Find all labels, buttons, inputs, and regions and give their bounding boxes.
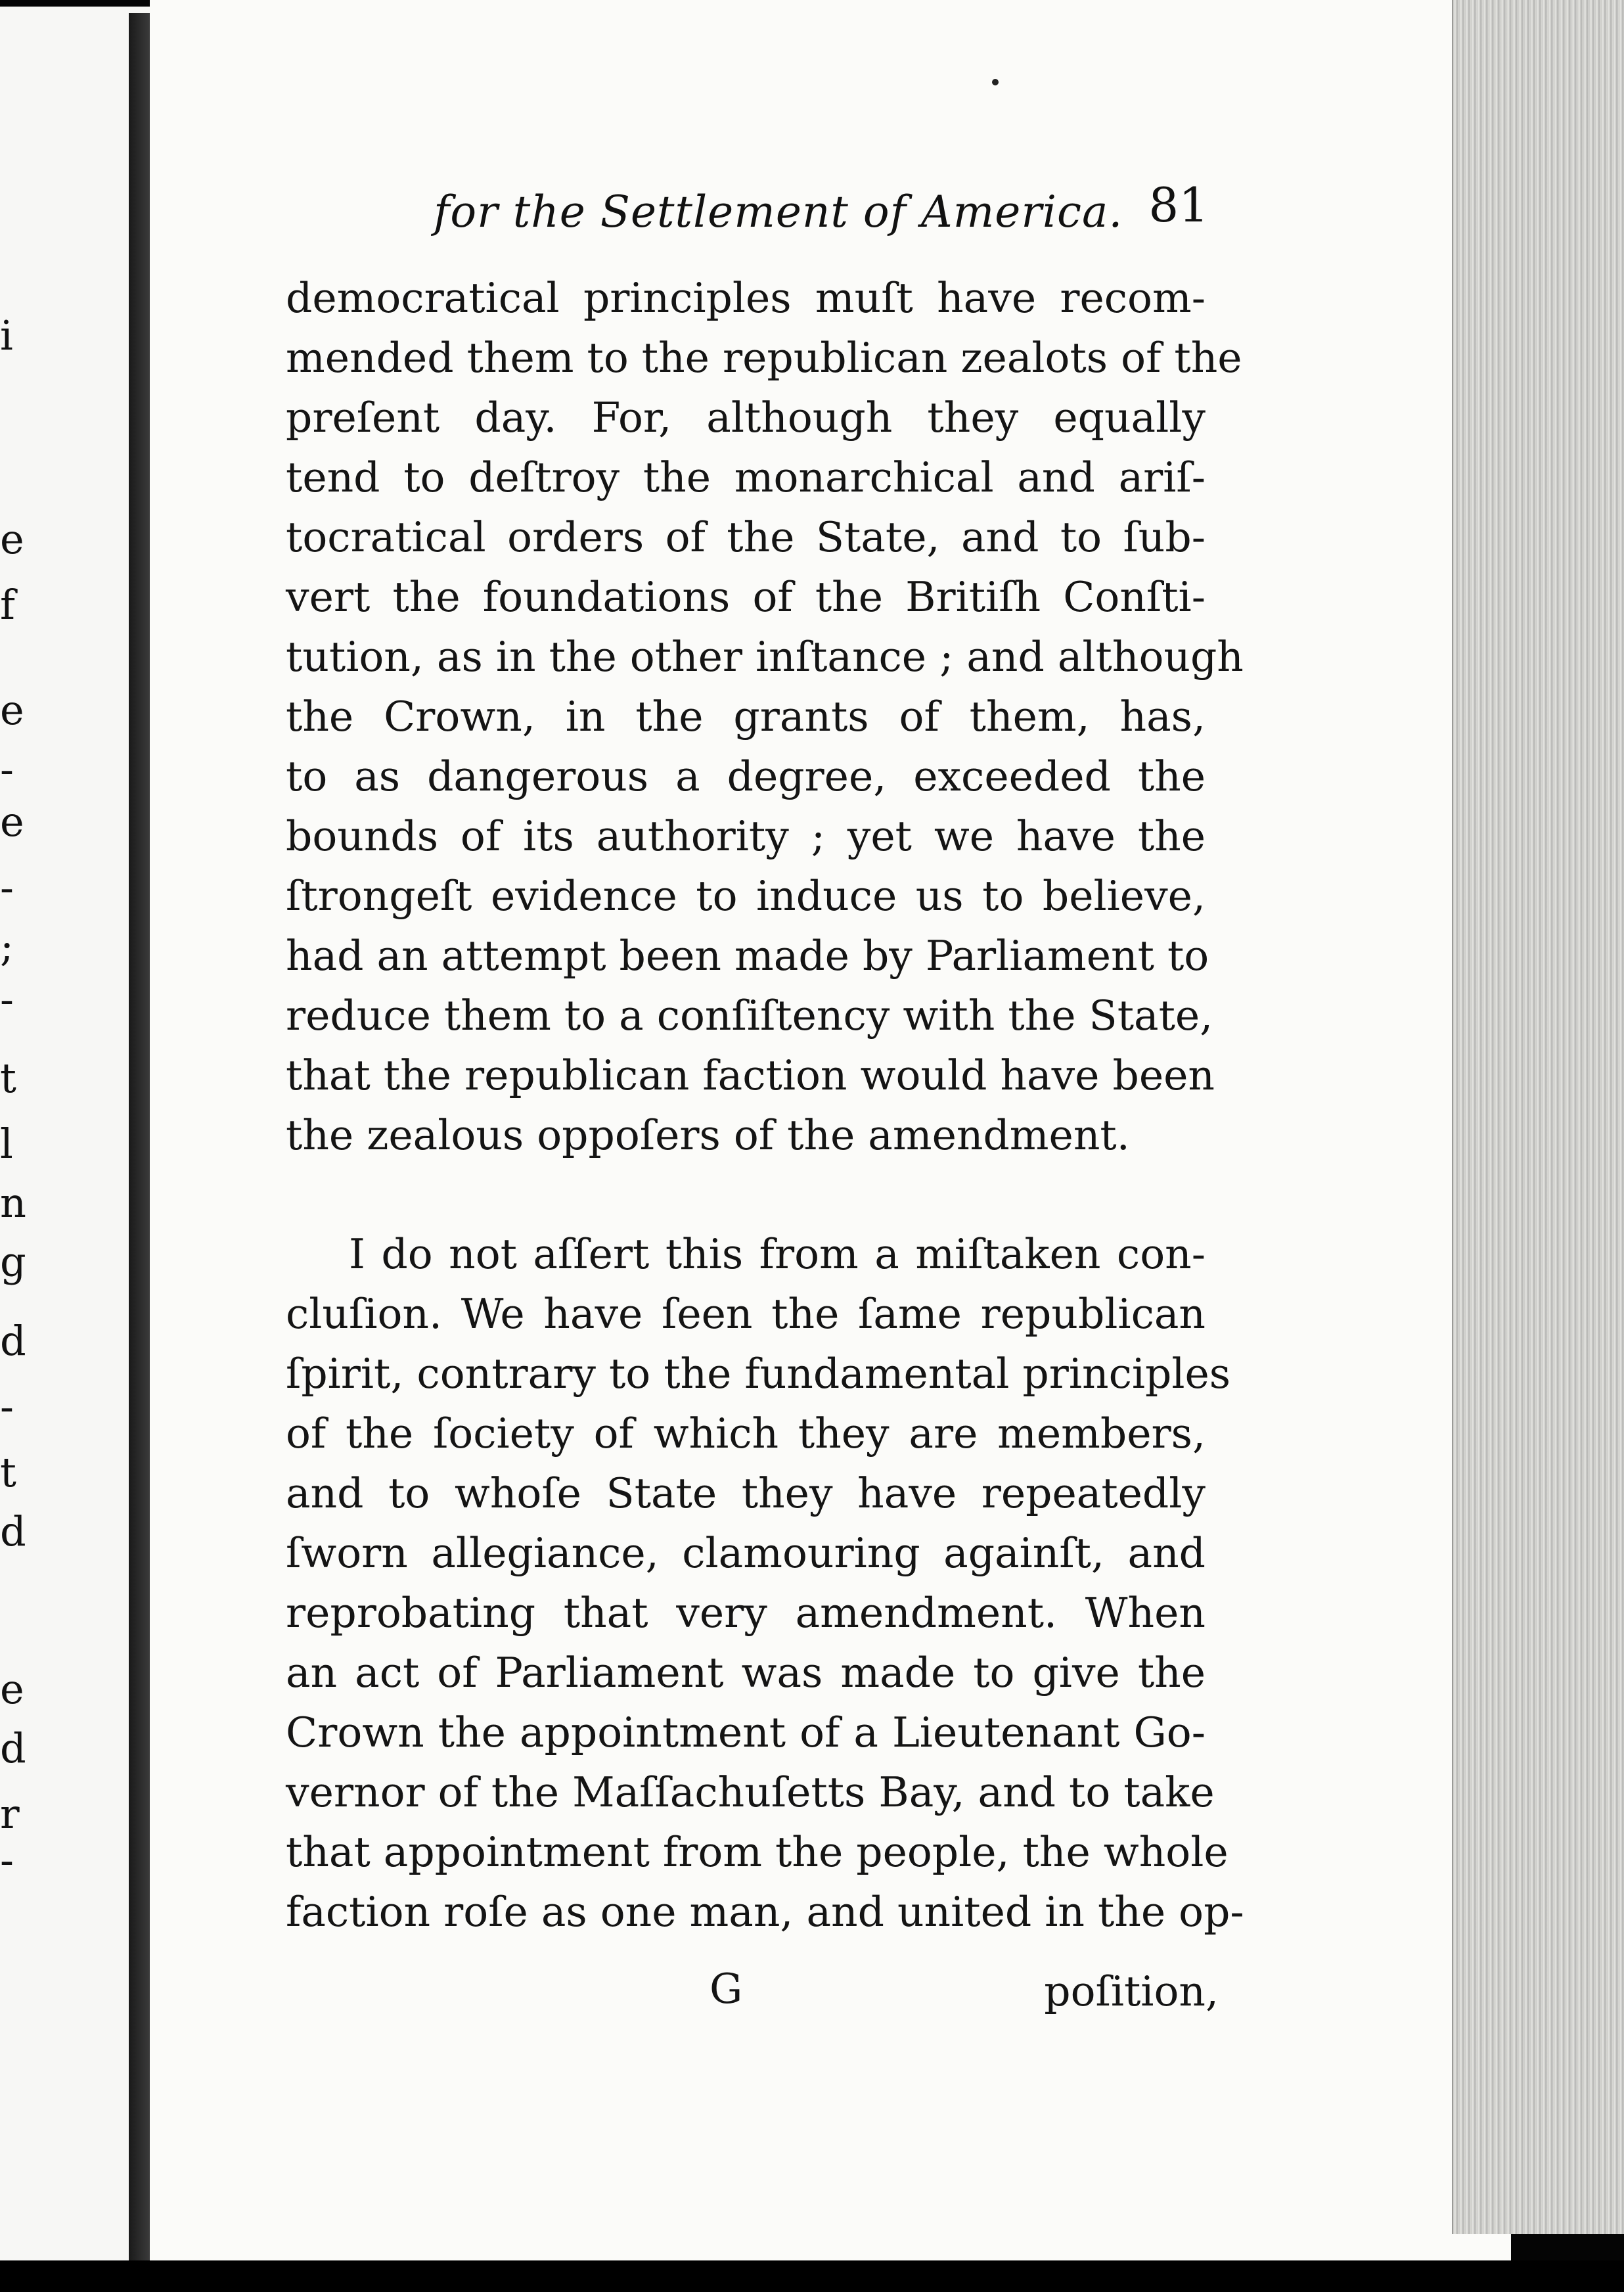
text-line: mended them to the republican zealots of the (286, 334, 1242, 382)
facing-page-fragment: n (0, 1179, 26, 1227)
paragraph (286, 268, 1244, 1165)
text-line: and to whoſe State they have repeatedly (286, 1469, 1206, 1517)
facing-page-fragment: - (0, 1836, 14, 1884)
facing-page-fragment: - (0, 863, 14, 911)
paragraph (286, 1224, 1244, 1942)
text-line: vert the foundations of the Britiſh Conſti- (286, 573, 1206, 621)
facing-page-fragment: e (0, 686, 24, 734)
text-line: reprobating that very amendment. When (286, 1589, 1206, 1637)
facing-page-fragment: g (0, 1238, 26, 1286)
page-number: 81 (1148, 177, 1209, 233)
text-line: bounds of its authority ; yet we have the (286, 812, 1206, 860)
text-line: an act of Parliament was made to give the (286, 1649, 1206, 1697)
facing-page-fragment: d (0, 1507, 26, 1555)
text-line: had an attempt been made by Parliament to (286, 932, 1209, 980)
facing-page-fragment: l (0, 1120, 13, 1168)
catchword: poſition, (1044, 1967, 1219, 2015)
facing-page-fragment: i (0, 311, 13, 359)
text-line: of the ſociety of which they are members, (286, 1410, 1206, 1457)
facing-page-fragment: e (0, 798, 24, 846)
text-line: the Crown, in the grants of them, has, (286, 693, 1206, 741)
text-line: I do not aſſert this from a miſtaken con- (349, 1230, 1206, 1278)
text-line: tocratical orders of the State, and to ſub- (286, 513, 1206, 561)
text-line: Crown the appointment of a Lieutenant Go- (286, 1708, 1206, 1756)
scan-border (0, 2260, 1624, 2292)
facing-page-fragment: e (0, 1665, 24, 1713)
facing-page-fragment: - (0, 975, 14, 1023)
text-line: faction roſe as one man, and united in the op- (286, 1888, 1244, 1936)
page-fore-edge (1452, 0, 1624, 2234)
facing-page-fragment: t (0, 1448, 16, 1496)
text-line: ſworn allegiance, clamouring againſt, and (286, 1529, 1206, 1577)
facing-page-fragment: - (0, 745, 14, 793)
text-line: tend to deſtroy the monarchical and ariſ- (286, 453, 1206, 501)
facing-page-fragment: - (0, 1383, 14, 1431)
facing-page-fragment: r (0, 1790, 20, 1838)
ink-speck (992, 79, 999, 85)
text-line: that the republican faction would have been (286, 1051, 1215, 1099)
facing-page-fragment: d (0, 1724, 26, 1772)
text-line: vernor of the Maſſachuſetts Bay, and to take (286, 1768, 1215, 1816)
paragraph-gap (286, 1165, 1206, 1224)
text-line: the zealous oppoſers of the amendment. (286, 1111, 1130, 1159)
signature-mark: G (710, 1965, 743, 2013)
facing-page-fragment: ; (0, 923, 14, 971)
running-title: for the Settlement of America. (434, 187, 1123, 237)
text-line: tution, as in the other inſtance ; and although (286, 633, 1244, 681)
page-body (286, 268, 1244, 1942)
text-line: ſpirit, contrary to the fundamental principles (286, 1350, 1231, 1398)
text-line: reduce them to a conſiſtency with the State, (286, 992, 1213, 1040)
text-line: cluſion. We have ſeen the ſame republican (286, 1290, 1206, 1338)
text-line: democratical principles muſt have recom- (286, 274, 1206, 322)
text-line: preſent day. For, although they equally (286, 394, 1206, 442)
text-line: ſtrongeſt evidence to induce us to believe, (286, 872, 1206, 920)
facing-page-fragment: e (0, 515, 24, 563)
page-footer (286, 1965, 1219, 2030)
running-head (434, 177, 1209, 250)
text-line: that appointment from the people, the whole (286, 1828, 1229, 1876)
text-line: to as dangerous a degree, exceeded the (286, 752, 1206, 800)
facing-page-fragment: d (0, 1317, 26, 1365)
facing-page-fragment: t (0, 1054, 16, 1102)
facing-page-fragment: f (0, 581, 15, 629)
